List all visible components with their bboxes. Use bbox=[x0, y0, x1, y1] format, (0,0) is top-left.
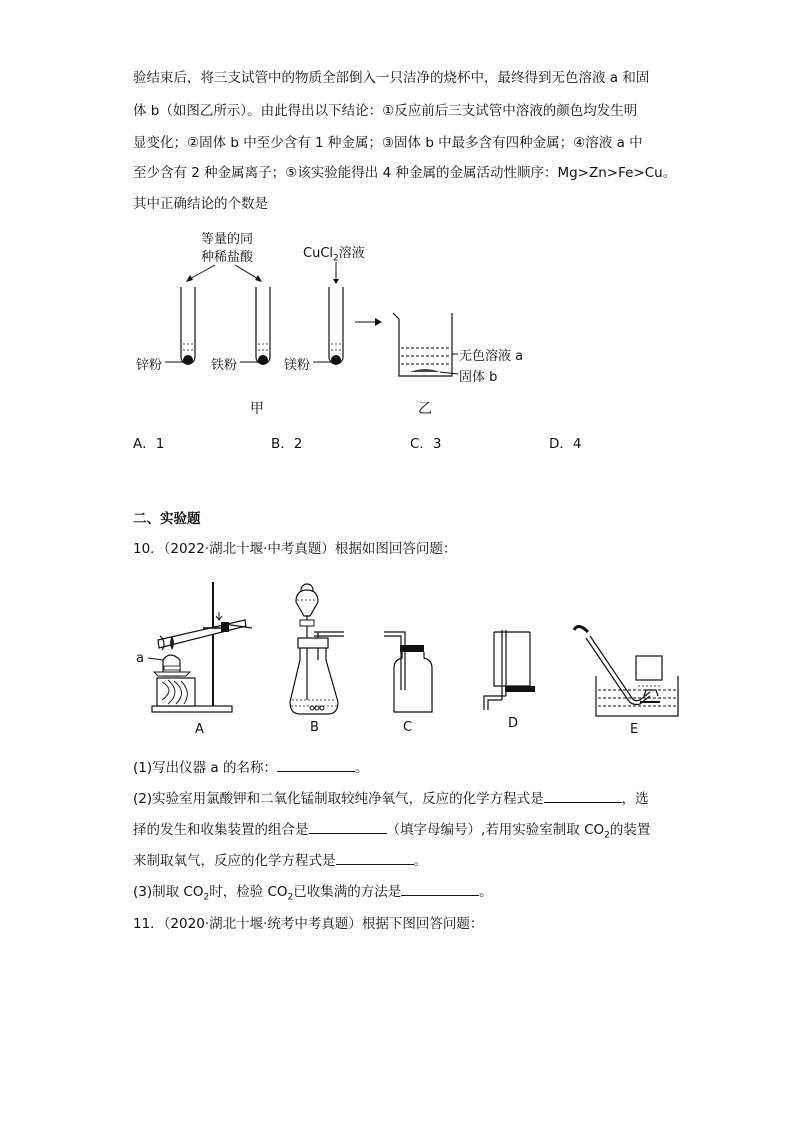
answer-blank[interactable] bbox=[309, 821, 387, 834]
apparatus-label-a: A bbox=[195, 722, 204, 737]
caption-yi: 乙 bbox=[418, 401, 432, 417]
q10-part-1: (1)写出仪器 a 的名称： 。 bbox=[133, 760, 369, 776]
apparatus-label-e: E bbox=[630, 722, 639, 737]
magnesium-label: 镁粉 bbox=[284, 358, 311, 373]
option-a: A．1 bbox=[133, 436, 165, 452]
solution-a-label: 无色溶液 a bbox=[459, 349, 524, 364]
iron-label: 铁粉 bbox=[211, 358, 238, 373]
label-a: a bbox=[136, 651, 144, 666]
q9-line-5: 其中正确结论的个数是 bbox=[133, 196, 268, 212]
apparatus-label-b: B bbox=[310, 720, 319, 735]
caption-jia: 甲 bbox=[250, 401, 264, 417]
acid-label-line-1: 等量的同 bbox=[201, 232, 254, 247]
cucl2-label: CuCl$_2$溶液 bbox=[303, 246, 365, 264]
answer-blank[interactable] bbox=[336, 852, 414, 865]
zinc-label: 锌粉 bbox=[136, 358, 163, 373]
option-d: D．4 bbox=[549, 436, 582, 452]
option-b: B．2 bbox=[271, 436, 303, 452]
q9-line-4: 至少含有 2 种金属离子；⑤该实验能得出 4 种金属的金属活动性顺序：Mg>Zn>Fe>Cu。 bbox=[133, 165, 677, 181]
q9-line-1: 验结束后，将三支试管中的物质全部倒入一只洁净的烧杯中，最终得到无色溶液 a 和固 bbox=[133, 70, 650, 86]
q10-stem: 10．（2022·湖北十堰·中考真题）根据如图回答问题： bbox=[133, 541, 457, 557]
apparatus-label-c: C bbox=[403, 720, 413, 735]
q10-part-3: (3)制取 $CO_2$时，检验 $CO_2$已收集满的方法是 。 bbox=[133, 884, 493, 903]
answer-blank[interactable] bbox=[277, 759, 355, 772]
q10-part-2-line-2: 择的发生和收集装置的组合是 （填字母编号）,若用实验室制取 $CO_2$的装置 bbox=[133, 822, 651, 841]
q10-part-2-line-3: 来制取氧气，反应的化学方程式是 。 bbox=[133, 853, 427, 869]
q10-part-2-line-1: (2)实验室用氯酸钾和二氧化锰制取较纯净氧气，反应的化学方程式是 ，选 bbox=[133, 791, 649, 807]
section-title: 二、实验题 bbox=[133, 511, 201, 527]
acid-label-line-2: 种稀盐酸 bbox=[201, 250, 254, 265]
apparatus-label-d: D bbox=[508, 716, 519, 731]
answer-blank[interactable] bbox=[544, 790, 622, 803]
answer-blank[interactable] bbox=[401, 883, 479, 896]
option-c: C．3 bbox=[410, 436, 442, 452]
q9-line-2: 体 b（如图乙所示）。由此得出以下结论：①反应前后三支试管中溶液的颜色均发生明 bbox=[133, 103, 638, 119]
solid-b-label: 固体 b bbox=[459, 370, 498, 385]
q9-line-3: 显变化；②固体 b 中至少含有 1 种金属；③固体 b 中最多含有四种金属；④溶液 a 中 bbox=[133, 135, 643, 151]
q11-stem: 11．（2020·湖北十堰·统考中考真题）根据下图回答问题： bbox=[133, 916, 484, 932]
